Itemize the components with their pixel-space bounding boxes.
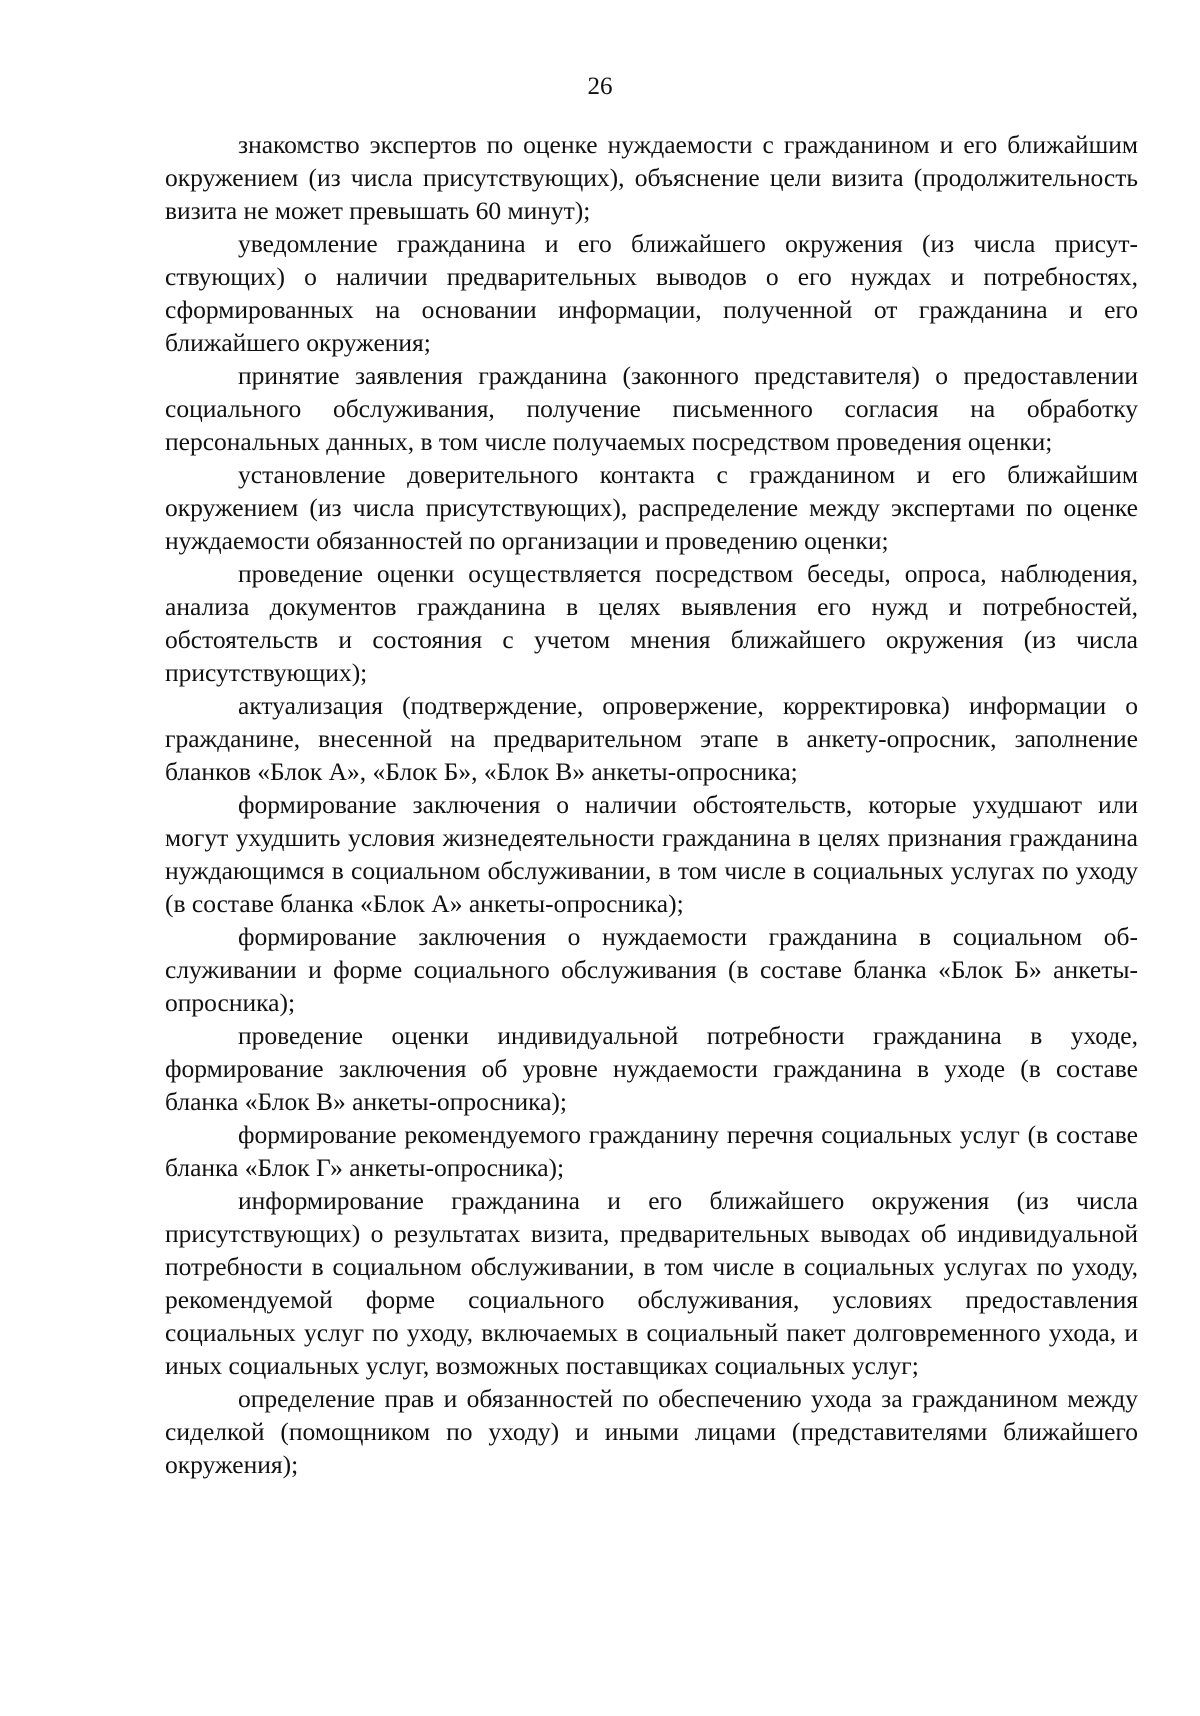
paragraph: принятие заявления гражданина (законного представителя) о предоставлении социального обслуживания, получение письменного согласия на обработку персональных данных, в том числе получаемых посредством проведения оценки; — [165, 361, 1138, 456]
paragraph: проведение оценки индивидуальной потребности гражданина в уходе, формирование заключения об уровне нуждаемости гражданина в уходе (в составе бланка «Блок В» анкеты-опросника); — [165, 1021, 1138, 1116]
paragraph: определение прав и обязанностей по обеспечению ухода за гражданином между сиделкой (помощником по уходу) и иными лицами (представителями ближайшего окружения); — [165, 1384, 1138, 1479]
page-body — [165, 128, 1138, 1481]
paragraph: знакомство экспертов по оценке нуждаемости с гражданином и его ближайшим окружением (из числа присутствующих), объяснение цели визита (продолжительность визита не может превышать 60 минут); — [165, 130, 1138, 225]
paragraph: уведомление гражданина и его ближайшего окружения (из числа присутствующих) о наличии предварительных выводов о его нуждах и потребностях, сформированных на основании информации, полученной от гражданина и его ближайшего окружения; — [165, 229, 1138, 357]
paragraph: формирование заключения о наличии обстоятельств, которые ухудшают или могут ухудшить условия жизнедеятельности гражданина в целях признания гражданина нуждающимся в социальном обслуживании, в том числе в социальных услугах по уходу (в составе бланка «Блок А» анкеты-опросника); — [165, 790, 1138, 918]
paragraph: проведение оценки осуществляется посредством беседы, опроса, наблюдения, анализа документов гражданина в целях выявления его нужд и потребностей, обстоятельств и состояния с учетом мнения ближайшего окружения (из числа присутствующих); — [165, 559, 1138, 687]
paragraph: информирование гражданина и его ближайшего окружения (из числа присутствующих) о результатах визита, предварительных выводах об индивидуальной потребности в социальном обслуживании, в том числе в социальных услугах по уходу, рекомендуемой форме социального обслуживания, условиях предоставления социальных услуг по уходу, включаемых в социальный пакет долговременного ухода, и иных социальных услуг, возможных поставщиках социальных услуг; — [165, 1186, 1138, 1380]
page-number: 26 — [587, 73, 613, 100]
paragraph: установление доверительного контакта с гражданином и его ближайшим окружением (из числа присутствующих), распределение между экспертами по оценке нуждаемости обязанностей по организации и проведению оценки; — [165, 460, 1138, 555]
paragraph: формирование заключения о нуждаемости гражданина в социальном обслуживании и форме социального обслуживания (в составе бланка «Блок Б» анкеты-опросника); — [165, 922, 1138, 1017]
paragraph: актуализация (подтверждение, опровержение, корректировка) информации о гражданине, внесенной на предварительном этапе в анкету-опросник, заполнение бланков «Блок А», «Блок Б», «Блок В» анкеты-опросника; — [165, 691, 1138, 786]
paragraph: формирование рекомендуемого гражданину перечня социальных услуг (в составе бланка «Блок Г» анкеты-опросника); — [165, 1120, 1138, 1182]
